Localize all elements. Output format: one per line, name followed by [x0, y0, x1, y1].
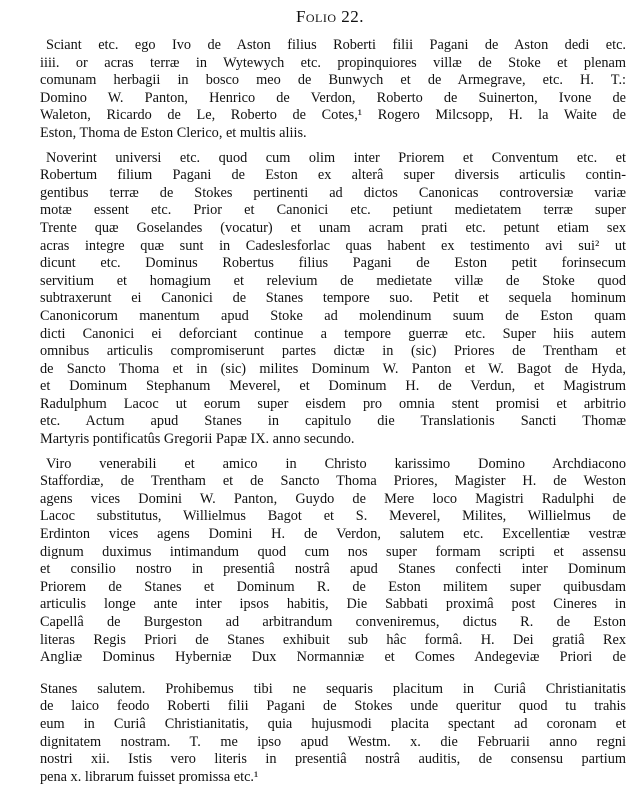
text-line: motæ essent etc. Prior et Canonici etc. petiunt medietatem terræ super — [40, 202, 626, 219]
text-line: acras integre quæ sunt in Cadeslesforlac quas habent ex testimento avi sui² ut — [40, 237, 626, 254]
text-line: subtraxerunt ei Canonici de Stanes tempore suo. Petit et sequela hominum — [40, 290, 626, 307]
text-line: dicti Canonici ei deforciant continue a tempore guerræ etc. Super hiis autem — [40, 325, 626, 342]
text-line: dicunt etc. Dominus Robertus filius Pagani de Eston petit forinsecum — [40, 255, 626, 272]
text-line: omnibus articulis compromiserunt partes dictæ in (sic) Priores de Trentham et — [40, 343, 626, 360]
text-line: dignitatem nostram. T. me ipso apud Westm. x. die Februarii anno regni — [40, 733, 626, 750]
text-line: eum in Curiâ Christianitatis, quia hujusmodi placita spectant ad coronam et — [40, 715, 626, 732]
text-line: etc. Actum apud Stanes in capitulo die Translationis Sancti Thomæ — [40, 413, 626, 430]
paragraph-stanes-salutem — [34, 681, 626, 787]
text-line: dignum duximus intimandum quod cum nos super formam scripti et assensu — [40, 543, 626, 560]
text-line: gentibus terræ de Stokes pertinenti ad dictos Canonicas controversiæ variæ — [40, 184, 626, 201]
text-line: Stanes salutem. Prohibemus tibi ne sequaris placitum in Curiâ Christianitatis — [40, 680, 626, 697]
text-line: Viro venerabili et amico in Christo karissimo Domino Archdiacono — [46, 455, 626, 472]
text-line: pena x. librarum fuisset promissa etc.¹ — [40, 768, 259, 785]
text-line: Angliæ Dominus Hyberniæ Dux Normanniæ et Comes Andegeviæ Priori de — [40, 649, 626, 666]
text-line: de laico feodo Roberti filii Pagani de Stokes unde queritur quod tu trahis — [40, 698, 626, 715]
text-line: comunam herbagii in bosco meo de Bunwych et de Armegrave, etc. H. T.: — [40, 72, 626, 89]
text-line: Radulphum Lacoc ut eorum super eisdem pro omnia stent promisi et arbitrio — [40, 395, 626, 412]
paragraph-noverint-universi — [34, 150, 626, 449]
text-line: et Dominum Stephanum Meverel, et Dominum H. de Verdun, et Magistrum — [40, 378, 626, 395]
paragraph-charter-ivo — [34, 37, 626, 143]
text-line: Waleton, Ricardo de Le, Roberto de Cotes,¹ Rogero Milcsopp, H. la Waite de — [40, 107, 626, 124]
text-line: servitium et homagium et relevium de medietate villæ de Stoke quod — [40, 272, 626, 289]
text-line: literas Regis Priori de Stanes exhibuit sub hâc formâ. H. Dei gratiâ Rex — [40, 631, 626, 648]
text-line: iiii. or acras terræ in Wytewych etc. propinquiores villæ de Stoke et plenam — [40, 54, 626, 71]
text-line: Canonicorum manentum apud Stoke ad molendinum suum de Eston quam — [40, 307, 626, 324]
text-line: Staffordiæ, de Trentham et de Sancto Thoma Priores, Magister H. de Weston — [40, 473, 626, 490]
paragraph-viro-venerabili — [34, 456, 626, 667]
text-line: Eston, Thoma de Eston Clerico, et multis aliis. — [40, 124, 307, 141]
text-line: et consilio nostro in presentiâ nostrâ apud Stanes confecti inter Dominum — [40, 561, 626, 578]
text-line: Noverint universi etc. quod cum olim inter Priorem et Conventum etc. et — [46, 149, 626, 166]
text-line: Robertum filium Pagani de Eston ex alterâ super diversis articulis contin- — [40, 167, 626, 184]
text-line: nostri xii. Istis vero literis in presentiâ nostrâ auditis, de consensu partium — [40, 751, 626, 768]
text-line: articulis longe ante inter ipsos habitis, Die Sabbati proximâ post Cineres in — [40, 596, 626, 613]
folio-heading: Folio 22. — [295, 7, 365, 26]
text-line: Lacoc substitutus, Willielmus Bagot et S. Meverel, Milites, Willielmus de — [40, 508, 626, 525]
text-line: de Sancto Thoma et in (sic) milites Dominum W. Panton et W. Bagot de Hyda, — [40, 360, 626, 377]
text-line: Erdinton vices agens Domini H. de Verdon, salutem etc. Excellentiæ vestræ — [40, 526, 626, 543]
text-line: Trente quæ Goselandes (vocatur) et unam acram prati etc. petunt etiam sex — [40, 219, 626, 236]
text-line: Priorem de Stanes et Dominum R. de Eston militem super quibusdam — [40, 578, 626, 595]
text-line: Martyris pontificatûs Gregorii Papæ IX. anno secundo. — [40, 431, 355, 448]
text-line: agens vices Domini W. Panton, Guydo de Mere loco Magistri Radulphi de — [40, 490, 626, 507]
document-page — [34, 6, 626, 793]
text-line: Domino W. Panton, Henrico de Verdon, Roberto de Suinerton, Ivone de — [40, 89, 626, 106]
text-line: Capellâ de Burgeston ad arbitrandum conveniremus, dictus R. de Eston — [40, 614, 626, 630]
text-line: Sciant etc. ego Ivo de Aston filius Roberti filii Pagani de Aston dedi etc. — [46, 37, 626, 53]
